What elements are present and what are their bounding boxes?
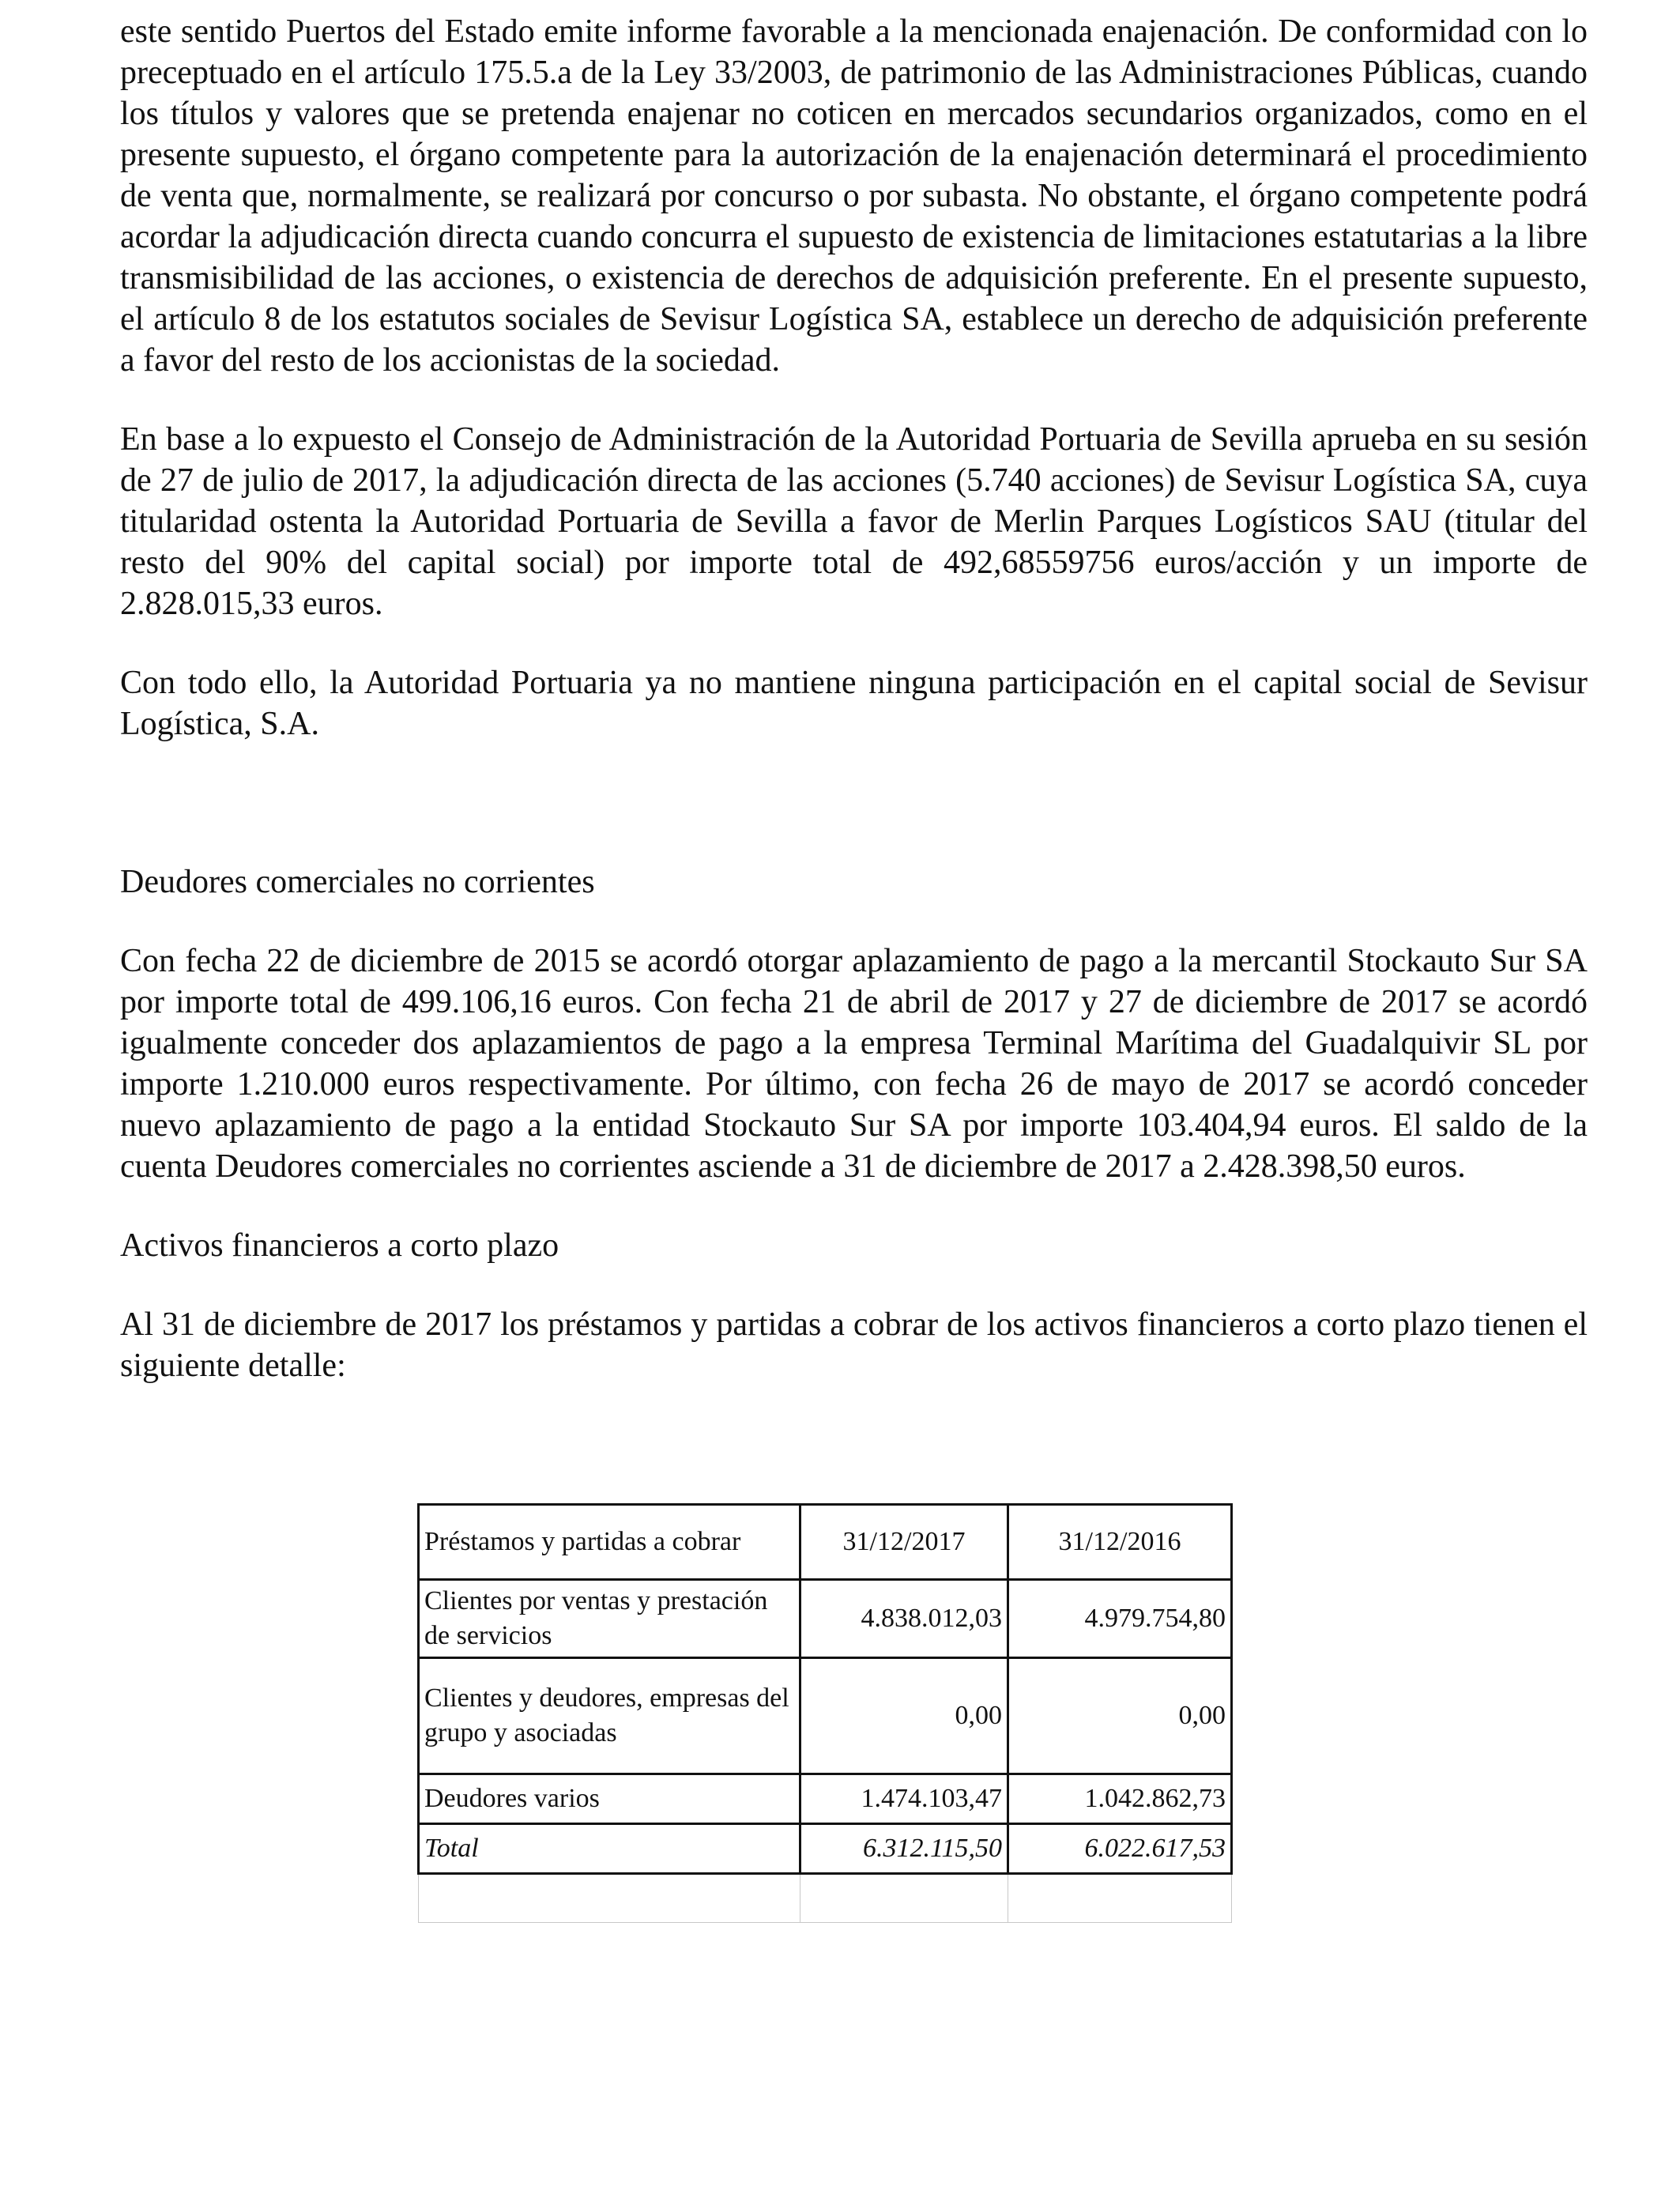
table-row bbox=[419, 1658, 1232, 1774]
table-cell-value: 1.042.862,73 bbox=[1008, 1774, 1232, 1824]
paragraph-aplazamientos: Con fecha 22 de diciembre de 2015 se acordó otorgar aplazamiento de pago a la mercantil Stockauto Sur SA por importe total de 499.106,16 euros. Con fecha 21 de abril de 2017 y 27 de diciembre de 2017 se acordó igualmente conceder dos aplazamientos de pago a la empresa Terminal Marítima del Guadalquivir SL por importe 1.210.000 euros respectivamente. Por último, con fecha 26 de mayo de 2017 se acordó conceder nuevo aplazamiento de pago a la entidad Stockauto Sur SA por importe 103.404,94 euros. El saldo de la cuenta Deudores comerciales no corrientes asciende a 31 de diciembre de 2017 a 2.428.398,50 euros. bbox=[120, 943, 1588, 1185]
table-cell-label: Total bbox=[419, 1824, 800, 1874]
table-header-cell: 31/12/2016 bbox=[1008, 1505, 1232, 1580]
paragraph-enajenacion: este sentido Puertos del Estado emite informe favorable a la mencionada enajenación. De conformidad con lo preceptuado en el artículo 175.5.a de la Ley 33/2003, de patrimonio de las Administraciones Públicas, cuando los títulos y valores que se pretenda enajenar no coticen en mercados secundarios organizados, como en el presente supuesto, el órgano competente para la autorización de la enajenación determinará el procedimiento de venta que, normalmente, se realizará por concurso o por subasta. No obstante, el órgano competente podrá acordar la adjudicación directa cuando concurra el supuesto de existencia de limitaciones estatutarias a la libre transmisibilidad de las acciones, o existencia de derechos de adquisición preferente. En el presente supuesto, el artículo 8 de los estatutos sociales de Sevisur Logística SA, establece un derecho de adquisición preferente a favor del resto de los accionistas de la sociedad. bbox=[120, 13, 1588, 379]
table-empty-cell bbox=[419, 1874, 800, 1923]
table-cell-label: Clientes por ventas y prestación de servicios bbox=[419, 1580, 800, 1658]
table-cell-value: 4.979.754,80 bbox=[1008, 1580, 1232, 1658]
section-heading-activos: Activos financieros a corto plazo bbox=[120, 1227, 559, 1264]
table-cell-value: 1.474.103,47 bbox=[800, 1774, 1008, 1824]
table-cell-value: 6.022.617,53 bbox=[1008, 1824, 1232, 1874]
table-total-row bbox=[419, 1824, 1232, 1874]
table-cell-label: Clientes y deudores, empresas del grupo y asociadas bbox=[419, 1658, 800, 1774]
financial-assets-table bbox=[417, 1503, 1233, 1923]
table-cell-value: 0,00 bbox=[1008, 1658, 1232, 1774]
table-cell-value: 4.838.012,03 bbox=[800, 1580, 1008, 1658]
table-cell-label: Deudores varios bbox=[419, 1774, 800, 1824]
table-header-cell: Préstamos y partidas a cobrar bbox=[419, 1505, 800, 1580]
table-empty-cell bbox=[1008, 1874, 1232, 1923]
table-empty-cell bbox=[800, 1874, 1008, 1923]
table-header-row bbox=[419, 1505, 1232, 1580]
table-row bbox=[419, 1580, 1232, 1658]
table-cell-value: 0,00 bbox=[800, 1658, 1008, 1774]
paragraph-consejo-administracion: En base a lo expuesto el Consejo de Administración de la Autoridad Portuaria de Sevilla aprueba en su sesión de 27 de julio de 2017, la adjudicación directa de las acciones (5.740 acciones) de Sevisur Logística SA, cuya titularidad ostenta la Autoridad Portuaria de Sevilla a favor de Merlin Parques Logísticos SAU (titular del resto del 90% del capital social) por importe total de 492,68559756 euros/acción y un importe de 2.828.015,33 euros. bbox=[120, 421, 1588, 622]
document-page bbox=[120, 11, 1588, 1386]
paragraph-detalle: Al 31 de diciembre de 2017 los préstamos y partidas a cobrar de los activos financieros a corto plazo tienen el siguiente detalle: bbox=[120, 1306, 1588, 1384]
table-cell-value: 6.312.115,50 bbox=[800, 1824, 1008, 1874]
table-header-cell: 31/12/2017 bbox=[800, 1505, 1008, 1580]
table-row bbox=[419, 1774, 1232, 1824]
table-empty-row bbox=[419, 1874, 1232, 1923]
paragraph-participacion: Con todo ello, la Autoridad Portuaria ya no mantiene ninguna participación en el capital social de Sevisur Logística, S.A. bbox=[120, 665, 1588, 742]
section-heading-deudores: Deudores comerciales no corrientes bbox=[120, 864, 595, 900]
